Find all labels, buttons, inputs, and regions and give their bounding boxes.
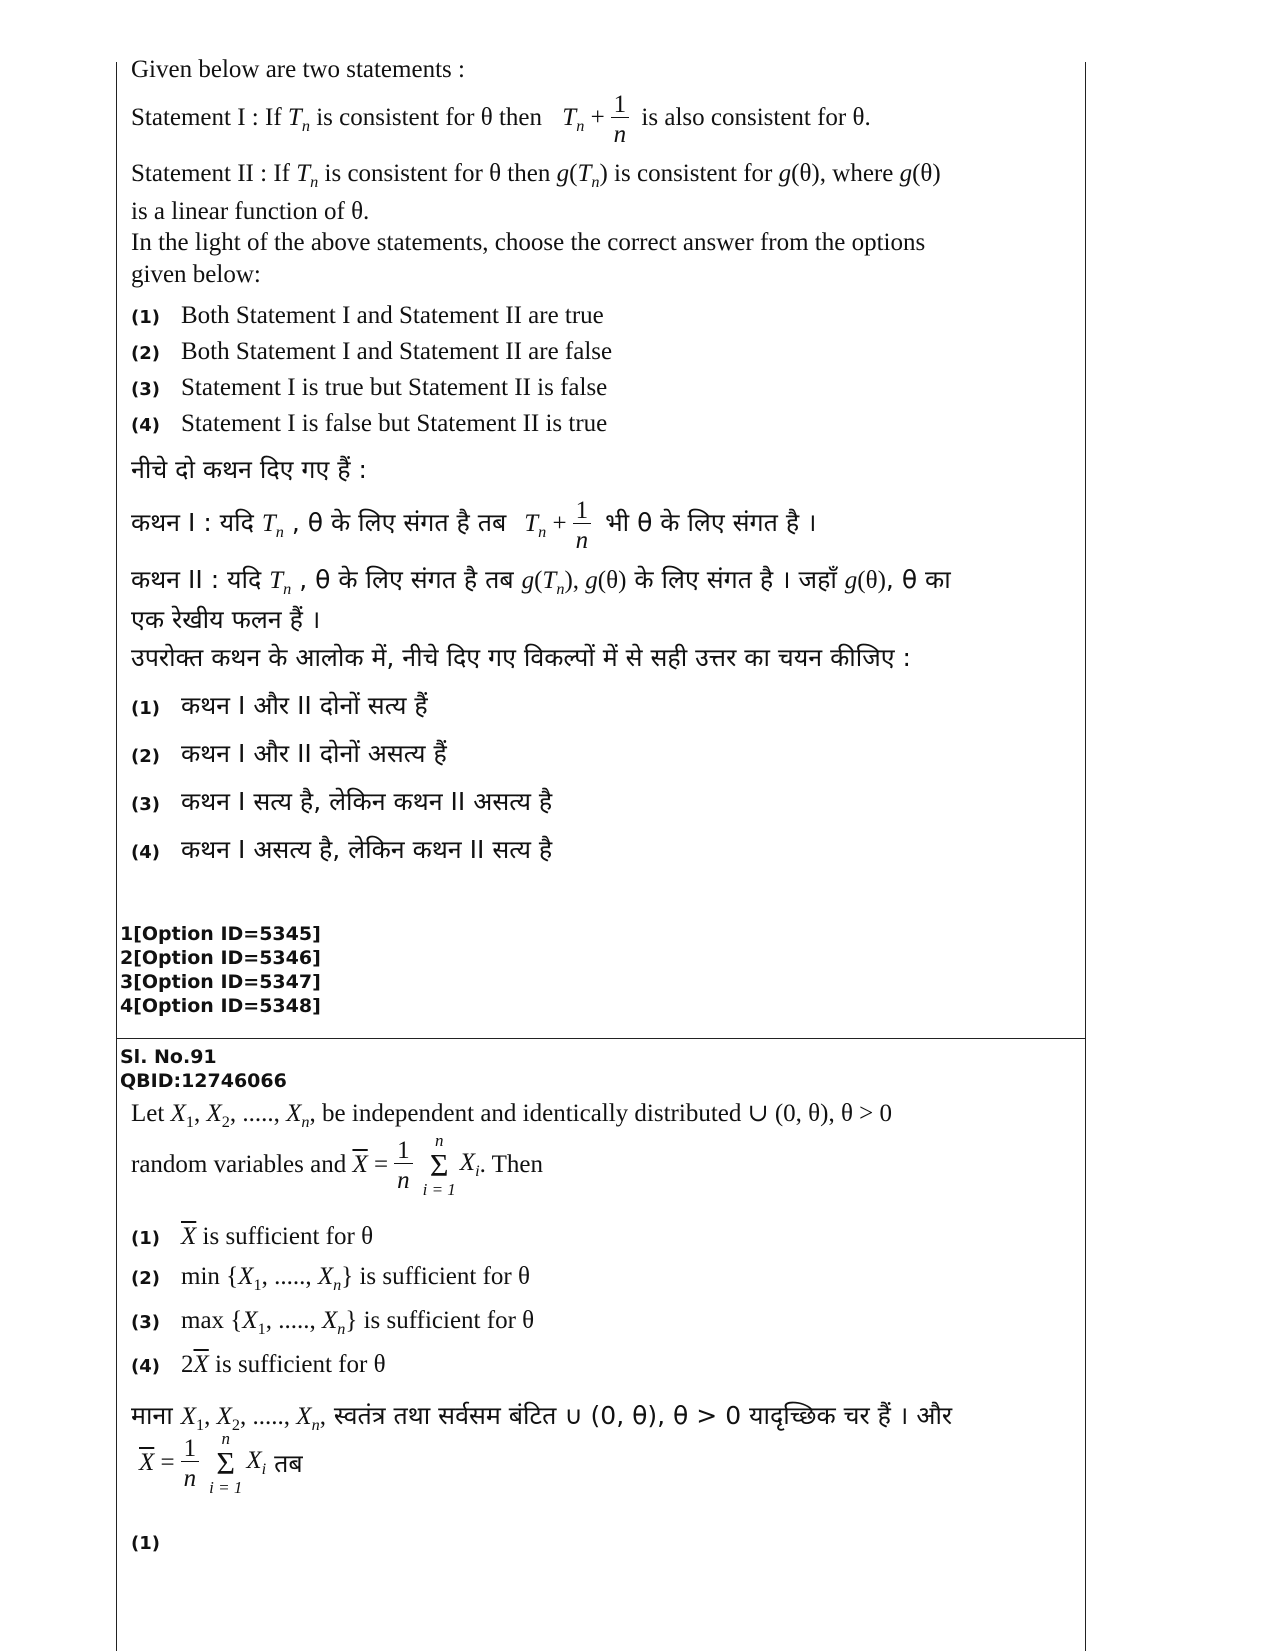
- option-text: Both Statement I and Statement II are true: [181, 302, 604, 329]
- sum-lower: i = 1: [422, 1180, 456, 1199]
- q90-hi-intro: [131, 452, 367, 486]
- option-number: (3): [131, 379, 160, 400]
- question-divider: [116, 1038, 1086, 1039]
- s1-T2: T: [562, 104, 577, 132]
- hi-summation: [209, 1430, 242, 1496]
- q90-option-ids: [120, 922, 1050, 1018]
- s1-mid: is consistent for θ then: [309, 104, 543, 132]
- option-number: (1): [131, 307, 160, 328]
- hi-seq-comma: ,: [204, 1403, 217, 1430]
- s1-T: T: [287, 104, 302, 132]
- option-number: (2): [131, 343, 160, 364]
- q90-option-2[interactable]: [131, 338, 612, 366]
- option-number: (4): [131, 415, 160, 436]
- q90-statement-1: [131, 92, 871, 147]
- hi-sum-lower: i = 1: [209, 1478, 243, 1497]
- hi-s1-n2: n: [538, 523, 547, 542]
- q91-line-1: Let $X_1$, $X_2$, ....., $X_n$, be independent and identically distributed ∪ (0, θ), θ > 0: [131, 1100, 893, 1131]
- option-text-a: 2: [181, 1351, 194, 1378]
- seq-dots: , .....,: [229, 1100, 287, 1127]
- xn-sub: n: [301, 1113, 310, 1131]
- eq-sign: =: [373, 1151, 389, 1178]
- option-number: (2): [131, 746, 160, 767]
- sum-upper: n: [434, 1131, 444, 1150]
- hi-s2-cont: एक रेखीय फलन हैं ।: [131, 605, 321, 634]
- option-text: Statement I is true but Statement II is false: [181, 374, 608, 401]
- s2-g2: g: [778, 160, 792, 187]
- hi-seq-dots: , .....,: [240, 1403, 297, 1430]
- hi-x2-sub: 2: [231, 1416, 241, 1434]
- q90-hi-statement-2-cont: [131, 602, 320, 636]
- opt1-xbar: $\overline{X}$: [181, 1223, 197, 1250]
- hi-intro-text: नीचे दो कथन दिए गए हैं :: [131, 455, 367, 484]
- q90-hi-option-1[interactable]: [131, 688, 428, 722]
- q90-statement-2-cont: [131, 198, 369, 226]
- option-number: (1): [131, 1228, 160, 1249]
- hi-frac-num: 1: [181, 1436, 200, 1462]
- q91-header: [120, 1045, 1050, 1093]
- hi-s1-frac-den: n: [575, 527, 589, 554]
- option-number: (1): [131, 1533, 160, 1554]
- hi-sum-upper: n: [221, 1429, 230, 1448]
- hi-line1-rest: स्वतंत्र तथा सर्वसम बंटित ∪ (0, θ), θ > 0 यादृच्छिक चर हैं । और: [325, 1401, 953, 1430]
- hi-mana: माना: [131, 1401, 181, 1430]
- hi-s2-suffix: , θ का: [885, 565, 951, 594]
- s2-n: n: [310, 173, 319, 191]
- hi-s2-g3: g: [844, 567, 858, 594]
- q90-hi-option-3[interactable]: [131, 784, 552, 818]
- hi-s1-fraction: [573, 498, 592, 553]
- q91-line1-rest: be independent and identically distributed ∪ (0, θ), θ > 0: [315, 1100, 893, 1127]
- opt2-xn: X: [317, 1263, 334, 1290]
- s2-g: g: [556, 160, 570, 187]
- opt3-x1: X: [242, 1307, 258, 1334]
- q91-line-2: [131, 1132, 543, 1198]
- hi-s1-n: n: [275, 523, 284, 542]
- sum-X: X: [459, 1149, 476, 1176]
- hi-xbar: $\overline{X}$: [139, 1449, 155, 1476]
- option-id-3: 3[Option ID=5347]: [120, 971, 321, 993]
- s2-mid: is consistent for θ then: [318, 160, 557, 187]
- option-number: (3): [131, 794, 160, 815]
- q91-hi-line-2: [139, 1430, 303, 1496]
- q90-option-4[interactable]: [131, 410, 607, 438]
- option-number: (4): [131, 1356, 160, 1377]
- hi-s1-T2: T: [524, 510, 539, 538]
- mean-fraction: [394, 1138, 413, 1193]
- opt2-x1: X: [238, 1263, 254, 1290]
- option-number: (3): [131, 1312, 160, 1333]
- hi-s1-plus: +: [552, 510, 567, 538]
- option-id-2: 2[Option ID=5346]: [120, 947, 321, 969]
- q90-statement-2: Statement II : If $T_n$ is consistent for θ then $g(T_n)$ is consistent for g(θ), where g(θ): [131, 160, 941, 191]
- hi-tab: तब: [266, 1449, 303, 1478]
- q90-option-3[interactable]: [131, 374, 607, 402]
- option-id-1: 1[Option ID=5345]: [120, 923, 321, 945]
- hi-s2-g2: g: [585, 567, 598, 594]
- x1-X: X: [170, 1100, 186, 1127]
- hi-eq: =: [160, 1449, 175, 1476]
- option-number: (4): [131, 842, 160, 863]
- hi-instr-text: उपरोक्त कथन के आलोक में, नीचे दिए गए विकल्पों में से सही उत्तर का चयन कीजिए :: [131, 643, 911, 672]
- hi-x2: X: [216, 1403, 232, 1430]
- q91-option-2[interactable]: [131, 1263, 530, 1295]
- hi-s1-T: T: [261, 510, 276, 538]
- option-number: (1): [131, 698, 160, 719]
- option-text: कथन I और II दोनों सत्य हैं: [181, 691, 428, 720]
- hi-xn: X: [296, 1403, 312, 1430]
- xn-X: X: [286, 1100, 302, 1127]
- s2-theta2: (θ): [912, 160, 941, 187]
- s1-suffix: is also consistent for θ.: [635, 104, 871, 132]
- hi-s2-mid2: के लिए संगत है । जहाँ: [626, 565, 845, 594]
- hi-s1-frac-num: 1: [573, 498, 592, 524]
- opt3-xn: X: [321, 1307, 338, 1334]
- x2-sub: 2: [221, 1113, 230, 1131]
- q91-then: . Then: [479, 1151, 544, 1178]
- x2-X: X: [206, 1100, 222, 1127]
- s2-prefix: Statement II : If: [131, 160, 297, 187]
- q90-intro-text: Given below are two statements :: [131, 56, 465, 83]
- option-text: Both Statement I and Statement II are false: [181, 338, 613, 365]
- q91-let: Let: [131, 1100, 171, 1127]
- option-text-a: max {: [181, 1307, 243, 1334]
- hi-s2-n: n: [283, 580, 292, 598]
- q90-hi-statement-1: [131, 498, 817, 553]
- s1-n2: n: [576, 117, 585, 136]
- hi-s1-mid: , θ के लिए संगत है तब: [283, 508, 507, 538]
- hi-s2-n2: n: [556, 580, 565, 598]
- s1-frac-num: 1: [611, 92, 630, 118]
- hi-sum-X: X: [246, 1447, 262, 1474]
- option-text-b: is sufficient for θ: [208, 1351, 386, 1378]
- s1-fraction: [611, 92, 630, 147]
- option-text: Statement I is false but Statement II is true: [181, 410, 608, 437]
- q90-hi-statement-2: कथन II : यदि $T_n$ , θ के लिए संगत है तब $g(T_n)$, g(θ) के लिए संगत है । जहाँ g(θ), θ का: [131, 565, 951, 598]
- hi-s1-suffix: भी θ के लिए संगत है ।: [597, 508, 817, 538]
- q90-hi-option-2[interactable]: [131, 736, 447, 770]
- option-text-b: } is sufficient for θ: [341, 1263, 530, 1290]
- question-bank-id: QBID:12746066: [120, 1070, 287, 1092]
- hi-s2-T: T: [269, 567, 284, 594]
- hi-s2-T2: T: [542, 567, 557, 594]
- hi-s2-prefix: कथन II : यदि: [131, 565, 270, 594]
- s2-cont: is a linear function of θ.: [131, 198, 370, 225]
- s2-n2: n: [591, 173, 600, 191]
- option-text-a: min {: [181, 1263, 239, 1290]
- hi-s2-theta: (θ): [597, 567, 627, 594]
- opt3-sub1: 1: [257, 1320, 266, 1338]
- opt4-xbar: $\overline{X}$: [193, 1351, 209, 1378]
- s2-theta: (θ): [791, 160, 820, 187]
- q90-intro: [131, 56, 465, 84]
- hi-sum-i: i: [261, 1460, 267, 1478]
- hi-sigma-icon: Σ: [216, 1445, 236, 1481]
- q91-option-1[interactable]: [131, 1223, 373, 1251]
- s2-T2: T: [577, 160, 592, 187]
- s2-T: T: [296, 160, 311, 187]
- instr-line-1: In the light of the above statements, choose the correct answer from the options: [131, 229, 926, 256]
- q90-instruction-2: [131, 261, 261, 289]
- q91-option-3[interactable]: [131, 1307, 534, 1339]
- hi-mean-fraction: [181, 1436, 200, 1491]
- xbar-symbol: $\overline{X}$: [352, 1151, 368, 1178]
- option-id-4: 4[Option ID=5348]: [120, 995, 321, 1017]
- instr-line-2: given below:: [131, 261, 261, 288]
- x1-sub: 1: [185, 1113, 194, 1131]
- q91-random-vars: random variables and: [131, 1151, 353, 1178]
- q90-hi-option-4[interactable]: [131, 832, 552, 866]
- hi-x1-sub: 1: [196, 1416, 205, 1434]
- s1-frac-den: n: [613, 121, 627, 148]
- hi-s2-theta2: (θ): [857, 567, 886, 594]
- mean-frac-den: n: [397, 1166, 410, 1194]
- sum-i: i: [475, 1162, 480, 1180]
- s2-where: , where: [819, 160, 900, 187]
- serial-number: Sl. No.91: [120, 1046, 217, 1068]
- s2-g3: g: [899, 160, 913, 187]
- q91-option-4[interactable]: [131, 1351, 386, 1379]
- hi-s2-g: g: [521, 567, 535, 594]
- option-text: कथन I असत्य है, लेकिन कथन II सत्य है: [181, 835, 553, 864]
- option-text: कथन I सत्य है, लेकिन कथन II असत्य है: [181, 787, 553, 816]
- seq-comma: ,: [193, 1100, 207, 1127]
- sigma-icon: Σ: [429, 1147, 449, 1183]
- hi-frac-den: n: [183, 1464, 197, 1492]
- q91-hi-option-1[interactable]: [131, 1528, 181, 1556]
- opt2-subn: n: [333, 1276, 342, 1294]
- summation: [423, 1132, 456, 1198]
- hi-xn-sub: n: [311, 1416, 320, 1434]
- mean-frac-num: 1: [394, 1138, 413, 1164]
- s1-plus: +: [590, 104, 605, 132]
- hi-x1: X: [180, 1403, 197, 1430]
- option-text: is sufficient for θ: [196, 1223, 374, 1250]
- option-text-b: } is sufficient for θ: [345, 1307, 535, 1334]
- opt2-sub1: 1: [253, 1276, 262, 1294]
- s2-mid2: is consistent for: [607, 160, 779, 187]
- option-number: (2): [131, 1268, 160, 1289]
- hi-s2-mid: , θ के लिए संगत है तब: [291, 565, 522, 594]
- hi-s1-prefix: कथन I : यदि: [131, 508, 262, 538]
- opt3-subn: n: [337, 1320, 346, 1338]
- opt3-dots: , .....,: [265, 1307, 322, 1334]
- s1-n: n: [301, 117, 310, 136]
- option-text: कथन I और II दोनों असत्य हैं: [181, 739, 447, 768]
- s1-prefix: Statement I : If: [131, 104, 288, 132]
- q90-option-1[interactable]: [131, 302, 604, 330]
- q90-instruction-1: [131, 229, 925, 257]
- opt2-dots: , .....,: [261, 1263, 318, 1290]
- q90-hi-instruction: [131, 640, 911, 674]
- q91-hi-line-1: माना $X_1$, $X_2$, ....., $X_n$, स्वतंत्र तथा सर्वसम बंटित ∪ (0, θ), θ > 0 यादृच्छिक चर हैं । और: [131, 1401, 953, 1434]
